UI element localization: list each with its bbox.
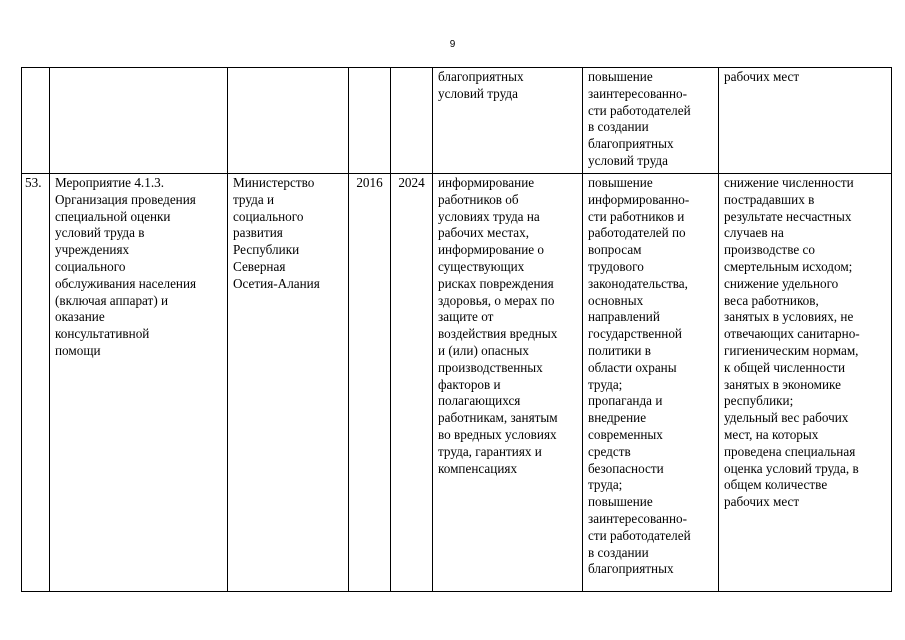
table-row: [22, 68, 892, 174]
start-year-cell: 2016: [349, 174, 391, 592]
indicators-cell: рабочих мест: [719, 68, 892, 174]
row-number-cell: [22, 68, 50, 174]
executor-cell: Министерство труда и социального развития Республики Северная Осетия-Алания: [228, 174, 349, 592]
start-year-cell: [349, 68, 391, 174]
content-cell: благоприятных условий труда: [433, 68, 583, 174]
indicators-cell: снижение численности пострадавших в результате несчастных случаев на производстве со смертельным исходом; снижение удельного веса работников, занятых в условиях, не отвечающих санитарно- гигиеническим нормам, к общей численности занятых в экономике республики; удельный вес рабочих мест, на которых проведена специальная оценка условий труда, в общем количестве рабочих мест: [719, 174, 892, 592]
row-number-cell: 53.: [22, 174, 50, 592]
page-number: 9: [449, 39, 456, 50]
results-cell: повышение заинтересованно- сти работодателей в создании благоприятных условий труда: [583, 68, 719, 174]
activity-cell: [50, 68, 228, 174]
results-cell: повышение информированно- сти работников и работодателей по вопросам трудового законодательства, основных направлений государственной политики в области охраны труда; пропаганда и внедрение современных средств безопасности труда; повышение заинтересованно- сти работодателей в создании благоприятных: [583, 174, 719, 592]
content-cell: информирование работников об условиях труда на рабочих местах, информирование о существующих рисках повреждения здоровья, о мерах по защите от воздействия вредных и (или) опасных производственных факторов и полагающихся работникам, занятым во вредных условиях труда, гарантиях и компенсациях: [433, 174, 583, 592]
activity-cell: Мероприятие 4.1.3. Организация проведения специальной оценки условий труда в учреждениях социального обслуживания населения (включая аппарат) и оказание консультативной помощи: [50, 174, 228, 592]
end-year-cell: [391, 68, 433, 174]
end-year-cell: 2024: [391, 174, 433, 592]
executor-cell: [228, 68, 349, 174]
table-row: [22, 174, 892, 592]
program-activities-table: [21, 67, 892, 592]
